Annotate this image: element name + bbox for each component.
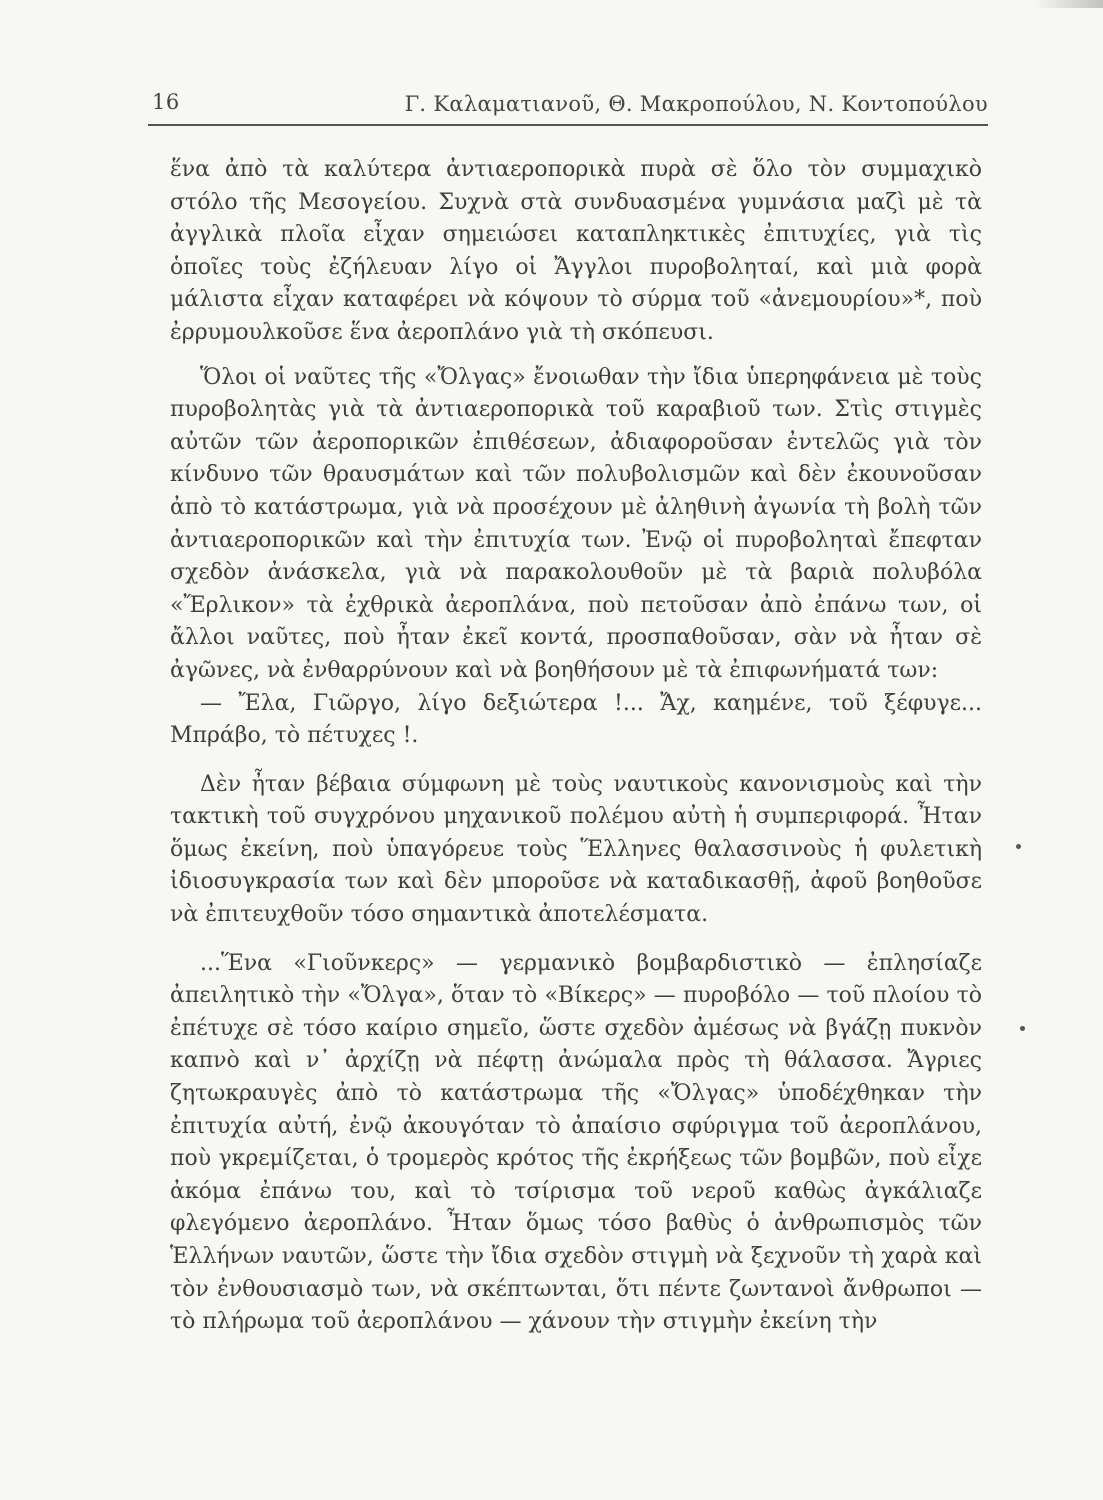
header-rule [148,124,988,126]
running-head: Γ. Καλαματιανοῦ, Θ. Μακροπούλου, Ν. Κοντοπούλου [404,92,988,116]
scan-speck [1020,1026,1025,1031]
scan-edge-mark [1033,0,1103,8]
scan-speck [1016,844,1021,849]
paragraph: ...Ἕνα «Γιοῦνκερς» — γερμανικὸ βομβαρδιστικὸ — ἐπλησίαζε ἀπειλητικὸ τὴν «Ὄλγα», ὅταν τὸ «Βίκερς» — πυροβόλο — τοῦ πλοίου τὸ ἐπέτυχε σὲ τόσο καίριο σημεῖο, ὥστε σχεδὸν ἀμέσως νὰ βγάζῃ πυκνὸν καπνὸ καὶ ν᾽ ἀρχίζῃ νὰ πέφτῃ ἀνώμαλα πρὸς τὴ θάλασσα. Ἄγριες ζητωκραυγὲς ἀπὸ τὸ κατάστρωμα τῆς «Ὄλγας» ὑποδέχθηκαν τὴν ἐπιτυχία αὐτή, ἐνῷ ἀκουγόταν τὸ ἀπαίσιο σφύριγμα τοῦ ἀεροπλάνου, ποὺ γκρεμίζεται, ὁ τρομερὸς κρότος τῆς ἐκρήξεως τῶν βομβῶν, ποὺ εἶχε ἀκόμα ἐπάνω του, καὶ τὸ τσίρισμα τοῦ νεροῦ καθὼς ἀγκάλιαζε φλεγόμενο ἀεροπλάνο. Ἦταν ὅμως τόσο βαθὺς ὁ ἀνθρωπισμὸς τῶν Ἑλλήνων ναυτῶν, ὥστε τὴν ἴδια σχεδὸν στιγμὴ νὰ ξεχνοῦν τὴ χαρὰ καὶ τὸν ἐνθουσιασμὸ των, νὰ σκέπτωνται, ὅτι πέντε ζωντανοὶ ἄνθρωποι — τὸ πλήρωμα τοῦ ἀεροπλάνου — χάνουν τὴν στιγμὴν ἐκείνη τὴν [170,950,982,1335]
page-number: 16 [152,90,180,114]
dialogue-paragraph: — Ἔλα, Γιῶργο, λίγο δεξιώτερα !... Ἄχ, καημένε, τοῦ ξέφυγε... Μπράβο, τὸ πέτυχες !. [170,690,982,749]
paragraph: ἕνα ἀπὸ τὰ καλύτερα ἀντιαεροπορικὰ πυρὰ σὲ ὅλο τὸν συμμαχικὸ στόλο τῆς Μεσογείου. Συχνὰ στὰ συνδυασμένα γυμνάσια μαζὶ μὲ τὰ ἀγγλικὰ πλοῖα εἶχαν σημειώσει καταπληκτικὲς ἐπιτυχίες, γιὰ τὶς ὁποῖες τοὺς ἐζήλευαν λίγο οἱ Ἄγγλοι πυροβοληταί, καὶ μιὰ φορὰ μάλιστα εἶχαν καταφέρει νὰ κόψουν τὸ σύρμα τοῦ «ἀνεμουρίου»*, ποὺ ἐρρυμουλκοῦσε ἕνα ἀεροπλάνο γιὰ τὴ σκόπευσι. [170,157,982,345]
paragraph: Ὅλοι οἱ ναῦτες τῆς «Ὄλγας» ἔνοιωθαν τὴν ἴδια ὑπερηφάνεια μὲ τοὺς πυροβολητὰς γιὰ τὰ ἀντιαεροπορικὰ τοῦ καραβιοῦ των. Στὶς στιγμὲς αὐτῶν τῶν ἀεροπορικῶν ἐπιθέσεων, ἀδιαφοροῦσαν ἐντελῶς γιὰ τὸν κίνδυνο τῶν θραυσμάτων καὶ τῶν πολυβολισμῶν καὶ δὲν ἐκουνοῦσαν ἀπὸ τὸ κατάστρωμα, γιὰ νὰ προσέχουν μὲ ἀληθινὴ ἀγωνία τὴ βολὴ τῶν ἀντιαεροπορικῶν καὶ τὴν ἐπιτυχία των. Ἐνῷ οἱ πυροβοληταὶ ἔπεφταν σχεδὸν ἀνάσκελα, γιὰ νὰ παρακολουθοῦν μὲ τὰ βαριὰ πολυβόλα «Ἔρλικον» τὰ ἐχθρικὰ ἀεροπλάνα, ποὺ πετοῦσαν ἀπὸ ἐπάνω των, οἱ ἄλλοι ναῦτες, ποὺ ἦταν ἐκεῖ κοντά, προσπαθοῦσαν, σὰν νὰ ἦταν σὲ ἀγῶνες, νὰ ἐνθαρρύνουν καὶ νὰ βοηθήσουν μὲ τὰ ἐπιφωνήματά των: [170,364,982,683]
page-header [150,86,988,126]
body-text [170,154,982,1339]
paragraph: Δὲν ἦταν βέβαια σύμφωνη μὲ τοὺς ναυτικοὺς κανονισμοὺς καὶ τὴν τακτικὴ τοῦ συγχρόνου μηχανικοῦ πολέμου αὐτὴ ἡ συμπεριφορά. Ἦταν ὅμως ἐκείνη, ποὺ ὑπαγόρευε τοὺς Ἕλληνες θαλασσινοὺς ἡ φυλετικὴ ἰδιοσυγκρασία των καὶ δὲν μποροῦσε νὰ καταδικασθῇ, ἀφοῦ βοηθοῦσε νὰ ἐπιτευχθοῦν τόσο σημαντικὰ ἀποτελέσματα. [170,771,982,928]
